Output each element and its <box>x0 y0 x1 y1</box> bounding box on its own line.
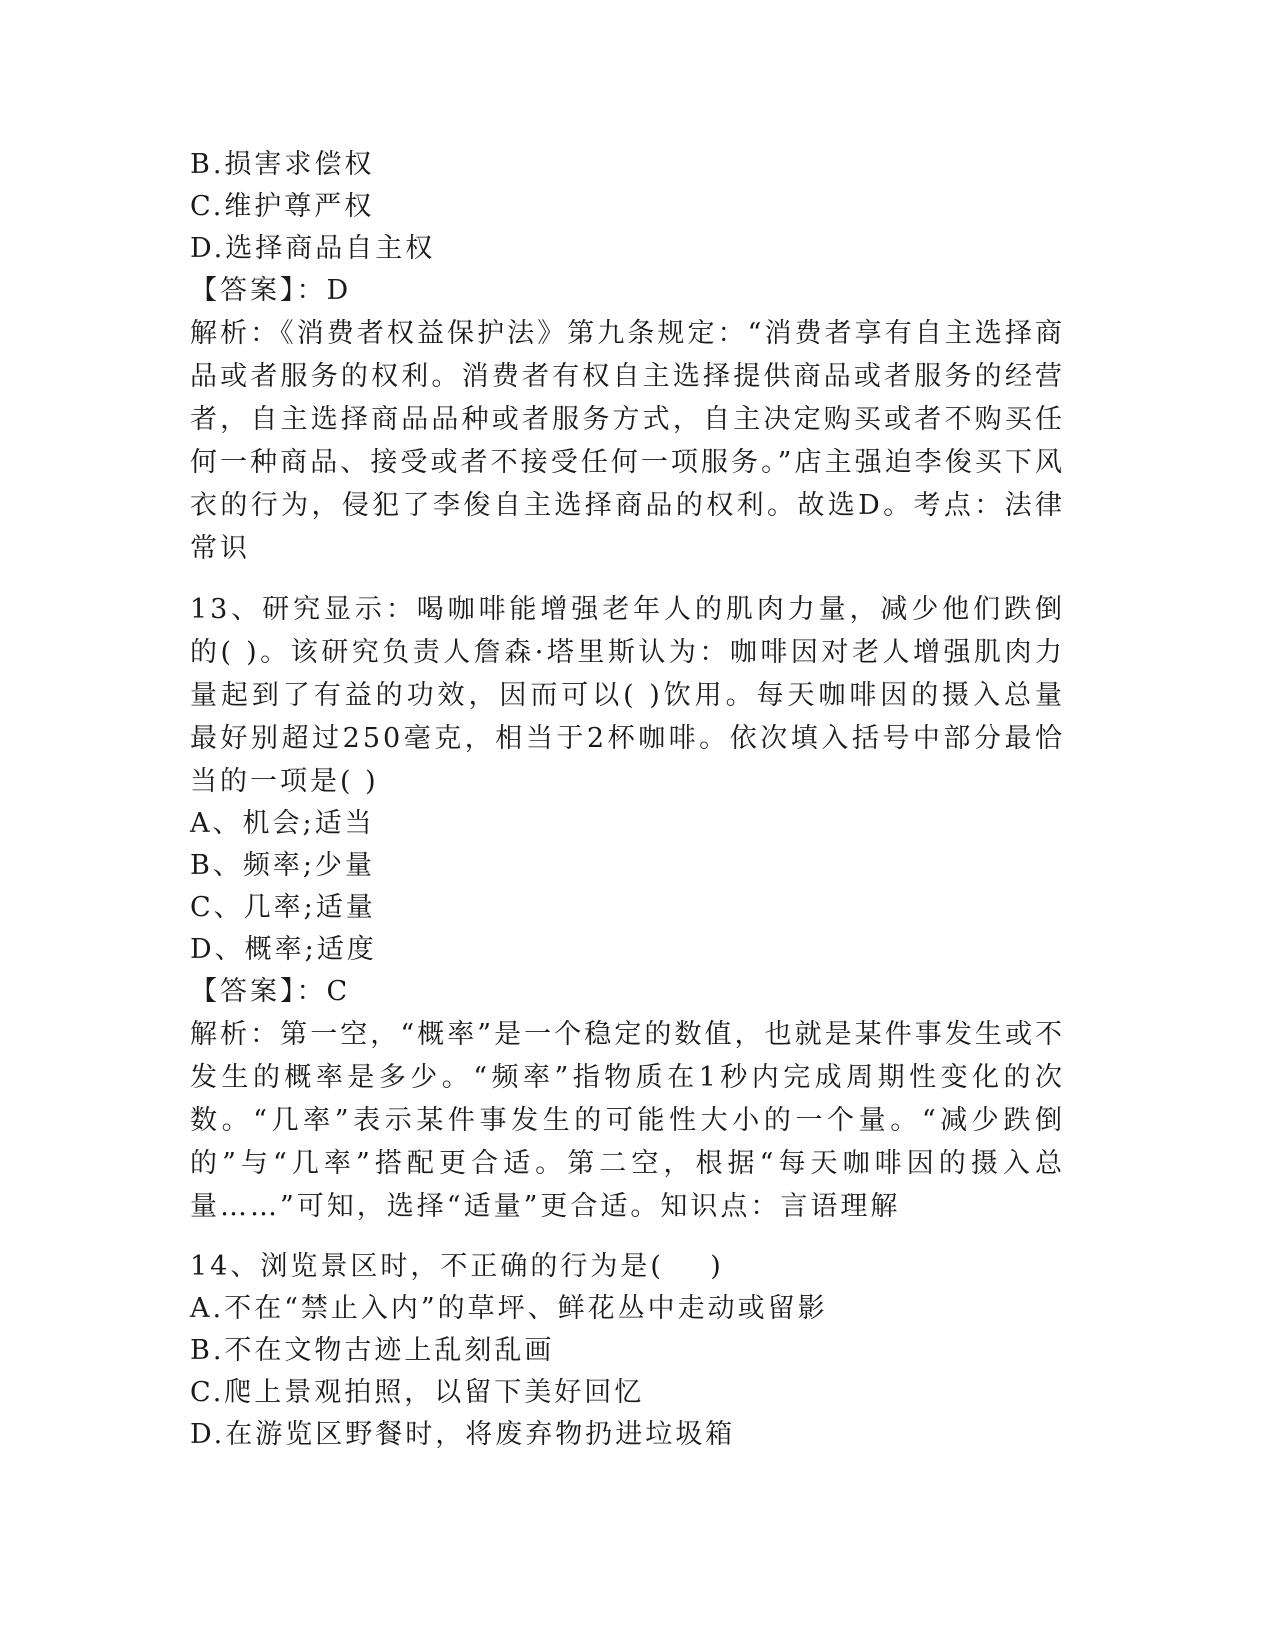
option-b: B、频率;少量 <box>190 850 375 881</box>
option-d: D.选择商品自主权 <box>190 233 436 264</box>
option-b: B.不在文物古迹上乱刻乱画 <box>190 1335 555 1366</box>
analysis: 解析：《消费者权益保护法》第九条规定：“消费者享有自主选择商品或者服务的权利。消费者有权自主选择提供商品或者服务的经营者，自主选择商品品种或者服务方式，自主决定购买或者不购买任何一种商品、接受或者不接受任何一项服务。”店主强迫李俊买下风衣的行为，侵犯了李俊自主选择商品的权利。故选D。考点：法律常识 <box>190 318 1065 564</box>
option-c: C.爬上景观拍照，以留下美好回忆 <box>190 1377 645 1408</box>
document-page <box>190 144 1090 1456</box>
answer: 【答案】：C <box>190 976 351 1007</box>
analysis: 解析：第一空，“概率”是一个稳定的数值，也就是某件事发生或不发生的概率是多少。“频率”指物质在1秒内完成周期性变化的次数。“几率”表示某件事发生的可能性大小的一个量。“减少跌倒的”与“几率”搭配更合适。第二空，根据“每天咖啡因的摄入总量……”可知，选择“适量”更合适。知识点：言语理解 <box>190 1019 1065 1222</box>
option-c: C.维护尊严权 <box>190 191 375 222</box>
option-d: D、概率;适度 <box>190 934 377 965</box>
option-a: A、机会;适当 <box>190 808 375 839</box>
question-13 <box>190 588 1090 1228</box>
option-d: D.在游览区野餐时，将废弃物扔进垃圾箱 <box>190 1419 736 1450</box>
question-12-tail <box>190 144 1090 570</box>
question-text: 13、研究显示：喝咖啡能增强老年人的肌肉力量，减少他们跌倒的( )。该研究负责人詹森·塔里斯认为：咖啡因对老人增强肌肉力量起到了有益的功效，因而可以( )饮用。每天咖啡因的摄入总量最好别超过250毫克，相当于2杯咖啡。依次填入括号中部分最恰当的一项是( ) <box>190 594 1065 797</box>
option-b: B.损害求偿权 <box>190 149 375 180</box>
question-14 <box>190 1246 1090 1456</box>
answer: 【答案】：D <box>190 275 352 306</box>
question-text: 14、浏览景区时，不正确的行为是( ) <box>190 1251 724 1282</box>
option-a: A.不在“禁止入内”的草坪、鲜花丛中走动或留影 <box>190 1293 828 1324</box>
option-c: C、几率;适量 <box>190 892 376 923</box>
